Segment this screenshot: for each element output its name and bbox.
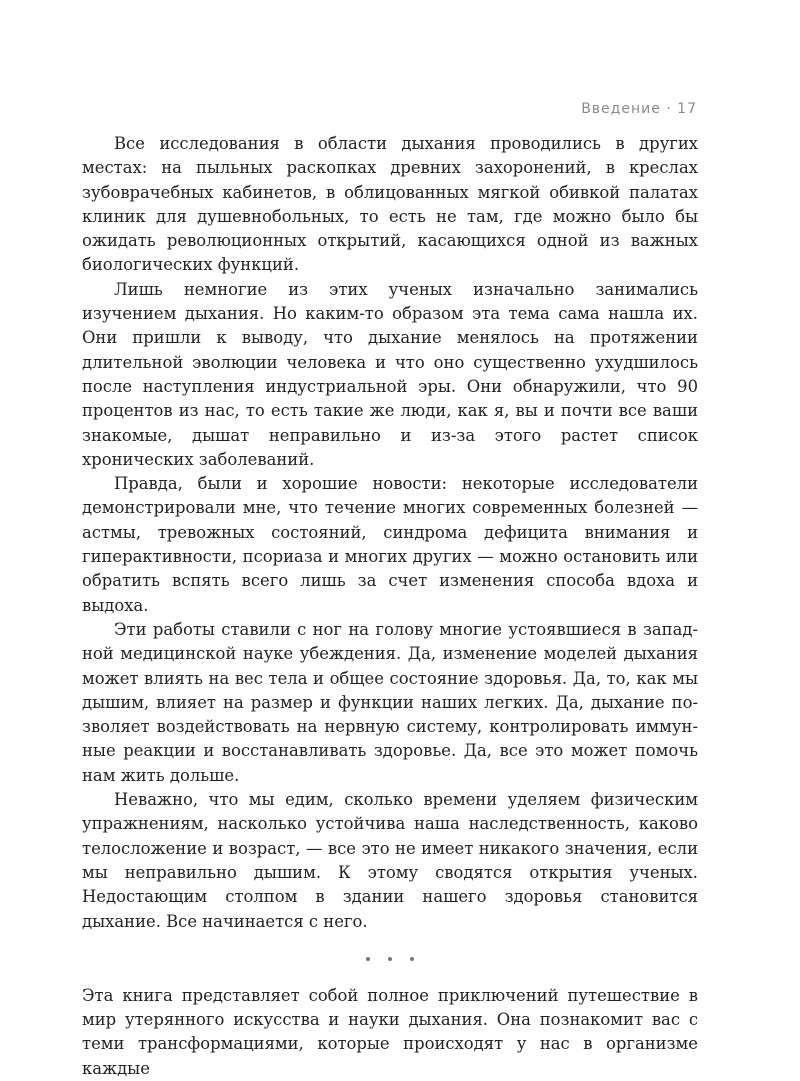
body-text <box>82 132 698 1081</box>
section-paragraph: Эта книга представляет собой полное приключений путешествие в мир утерянного искусства и науки дыхания. Она познакомит вас с теми трансформациями, которые происходят у нас в организме каждые <box>82 985 698 1078</box>
paragraph: Эти работы ставили с ног на голову многие устоявшиеся в западной медицинской науке убеждения. Да, изменение моделей дыхания может влиять на вес тела и общее состояние здоровья. Да, то, как мы дышим, влияет на размер и функции наших легких. Да, дыхание позволяет воздействовать на нервную систему, контролировать иммунные реакции и восстанавливать здоровье. Да, все это может помочь нам жить дольше. <box>82 619 698 785</box>
section-separator <box>82 934 698 984</box>
paragraph: Неважно, что мы едим, сколько времени уделяем физическим упражнениям, насколько устойчива наша наследственность, каково телосложение и возраст, — все это не имеет никакого значения, если мы неправильно дышим. К этому сводятся открытия ученых. Недостающим столпом в здании нашего здоровья становится дыхание. Все начинается с него. <box>82 790 698 931</box>
separator-dot <box>366 957 370 961</box>
paragraph: Правда, были и хорошие новости: некоторые исследователи демонстрировали мне, что течение многих современных болезней — астмы, тревожных состояний, синдрома дефицита внимания и гиперактивности, псориаза и многих других — можно остановить или обратить вспять всего лишь за счет изменения способа вдоха и выдоха. <box>82 474 698 615</box>
separator-dot <box>410 957 414 961</box>
running-head: Введение · 17 <box>581 101 697 117</box>
paragraph: Все исследования в области дыхания проводились в других местах: на пыльных раскопках древних захоронений, в креслах зубоврачебных кабинетов, в облицованных мягкой обивкой палатах клиник для душевнобольных, то есть не там, где можно было бы ожидать революционных открытий, касающихся одной из важных биологических функций. <box>82 134 698 275</box>
paragraph: Лишь немногие из этих ученых изначально занимались изучением дыхания. Но каким-то образом эта тема сама нашла их. Они пришли к выводу, что дыхание менялось на протяжении длительной эволюции человека и что оно существенно ухудшилось после наступления индустриальной эры. Они обнаружили, что 90 процентов из нас, то есть такие же люди, как я, вы и почти все ваши знакомые, дышат неправильно и из-за этого растет список хронических заболеваний. <box>82 279 698 469</box>
separator-dot <box>388 957 392 961</box>
